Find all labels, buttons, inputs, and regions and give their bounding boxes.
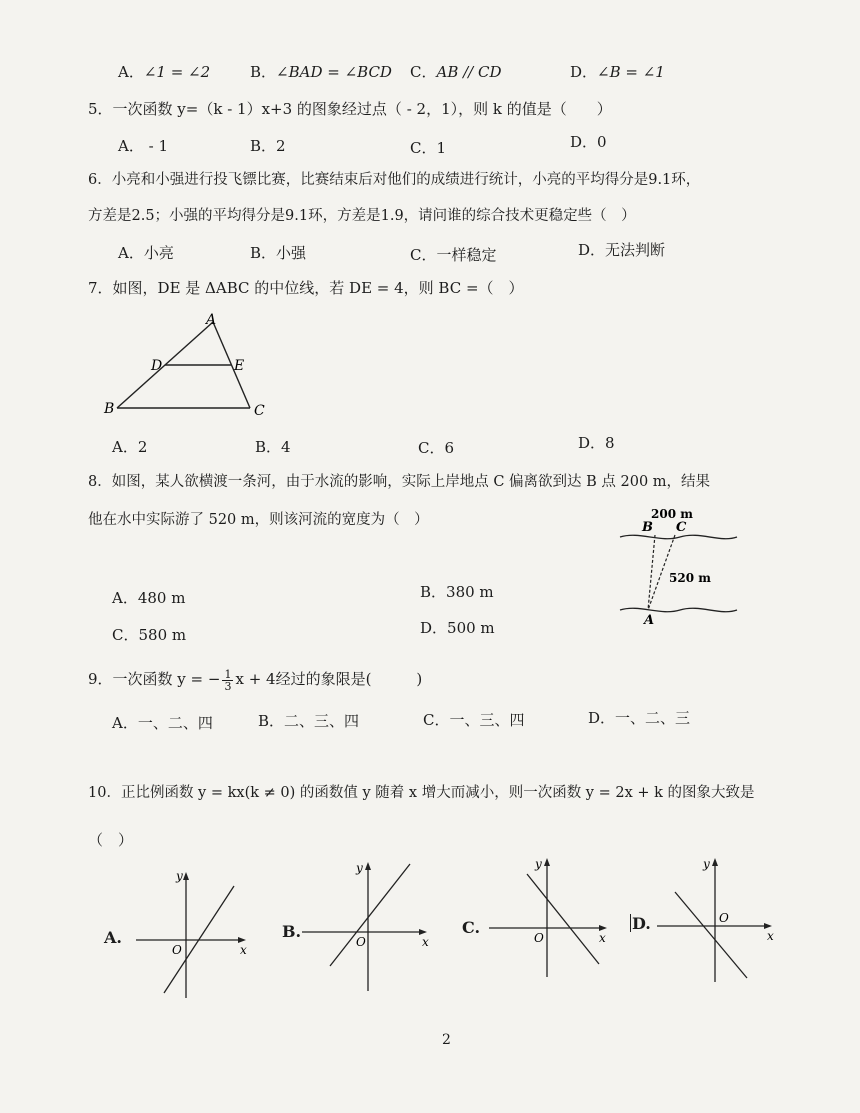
q10-graph-c-label: C.	[462, 918, 481, 937]
q5-stem: 5．一次函数 y=（k - 1）x+3 的图象经过点（ - 2，1），则 k 的值是（ ）	[88, 100, 612, 118]
q9-stem-suffix: x + 4经过的象限是( )	[235, 670, 423, 688]
q7-label-e: E	[234, 358, 245, 374]
q8-stem-line2: 他在水中实际游了 520 m，则该河流的宽度为（ ）	[88, 512, 429, 528]
q6-option-b: B．小强	[250, 244, 307, 262]
q8-option-a: A．480 m	[112, 589, 186, 607]
q10-graph-a-origin: O	[172, 943, 182, 957]
q7-stem: 7．如图，DE 是 ΔABC 的中位线，若 DE = 4，则 BC =（ ）	[88, 279, 524, 297]
page-number: 2	[442, 1032, 451, 1048]
q8-label-a: A	[644, 613, 655, 628]
q10-graph-b-label: B.	[282, 922, 302, 941]
q5-option-a: A． - 1	[118, 137, 168, 155]
q8-option-d: D．500 m	[420, 619, 495, 637]
q8-label-b: B	[642, 520, 653, 535]
q9-stem-prefix: 9．一次函数 y = −	[88, 670, 221, 688]
q10-graph-c-y-label: y	[535, 857, 542, 871]
q8-option-c: C．580 m	[112, 626, 187, 644]
q9-stem	[88, 666, 422, 692]
q9-fraction: $\frac{1}{3}$	[224, 667, 232, 693]
q10-graph-c	[487, 852, 617, 982]
q7-option-c: C．6	[418, 439, 455, 457]
q9-option-d: D．一、二、三	[588, 709, 691, 727]
q8-label-bc: 200 m	[651, 507, 693, 521]
q7-label-a: A	[206, 312, 217, 328]
q10-graph-b-origin: O	[356, 935, 366, 949]
q8-river-figure	[615, 500, 740, 630]
q5-option-d: D．0	[570, 133, 607, 151]
q6-option-a: A．小亮	[118, 244, 174, 262]
q6-stem-line1: 6．小亮和小强进行投飞镖比赛，比赛结束后对他们的成绩进行统计，小亮的平均得分是9.1环，	[88, 172, 701, 188]
q7-label-d: D	[151, 358, 163, 374]
q9-option-b: B．二、三、四	[258, 712, 360, 730]
q9-option-c: C．一、三、四	[423, 711, 525, 729]
q10-graph-a	[134, 868, 254, 1003]
q8-stem-line1: 8．如图，某人欲横渡一条河，由于水流的影响，实际上岸地点 C 偏离欲到达 B 点 200 m，结果	[88, 474, 711, 490]
q4-option-b: B．∠BAD = ∠BCD	[250, 63, 392, 81]
q10-graph-a-x-label: x	[240, 943, 247, 957]
q5-option-c: C．1	[410, 139, 447, 157]
q10-graph-d-label: D.	[632, 914, 651, 933]
q10-stem-line1: 10．正比例函数 y = kx(k ≠ 0) 的函数值 y 随着 x 增大而减小，则一次函数 y = 2x + k 的图象大致是	[88, 785, 755, 801]
q10-graph-b-x-label: x	[422, 935, 429, 949]
q10-graph-c-origin: O	[534, 931, 544, 945]
q6-option-c: C．一样稳定	[410, 246, 497, 264]
q10-graph-d-y-label: y	[703, 857, 710, 871]
q4-option-d: D．∠B = ∠1	[570, 63, 665, 81]
q10-graph-b-y-label: y	[356, 861, 363, 875]
q10-graph-c-x-label: x	[599, 931, 606, 945]
q8-option-b: B．380 m	[420, 583, 494, 601]
q6-option-d: D．无法判断	[578, 241, 666, 259]
q10-graph-a-label: A.	[104, 928, 122, 947]
q7-option-b: B．4	[255, 438, 291, 456]
q10-stem-line2: （ ）	[88, 831, 134, 849]
q4-option-a: A．∠1 = ∠2	[118, 63, 211, 81]
q10-graph-d-x-label: x	[767, 929, 774, 943]
q6-stem-line2: 方差是2.5；小强的平均得分是9.1环，方差是1.9，请问谁的综合技术更稳定些（ ）	[88, 208, 636, 224]
q10-graph-d	[655, 852, 780, 987]
q7-option-d: D．8	[578, 434, 615, 452]
q7-option-a: A．2	[112, 438, 148, 456]
q7-triangle-figure	[100, 312, 280, 422]
q10-graph-a-y-label: y	[176, 869, 183, 883]
q9-option-a: A．一、二、四	[112, 714, 213, 732]
q7-label-c: C	[254, 403, 265, 419]
q7-label-b: B	[104, 401, 115, 417]
q8-label-c: C	[676, 520, 687, 535]
q10-graph-b	[300, 856, 435, 996]
q5-option-b: B．2	[250, 137, 286, 155]
q4-option-c: C．AB // CD	[410, 63, 502, 81]
q8-label-ac: 520 m	[669, 571, 711, 585]
q10-graph-d-origin: O	[719, 911, 729, 925]
